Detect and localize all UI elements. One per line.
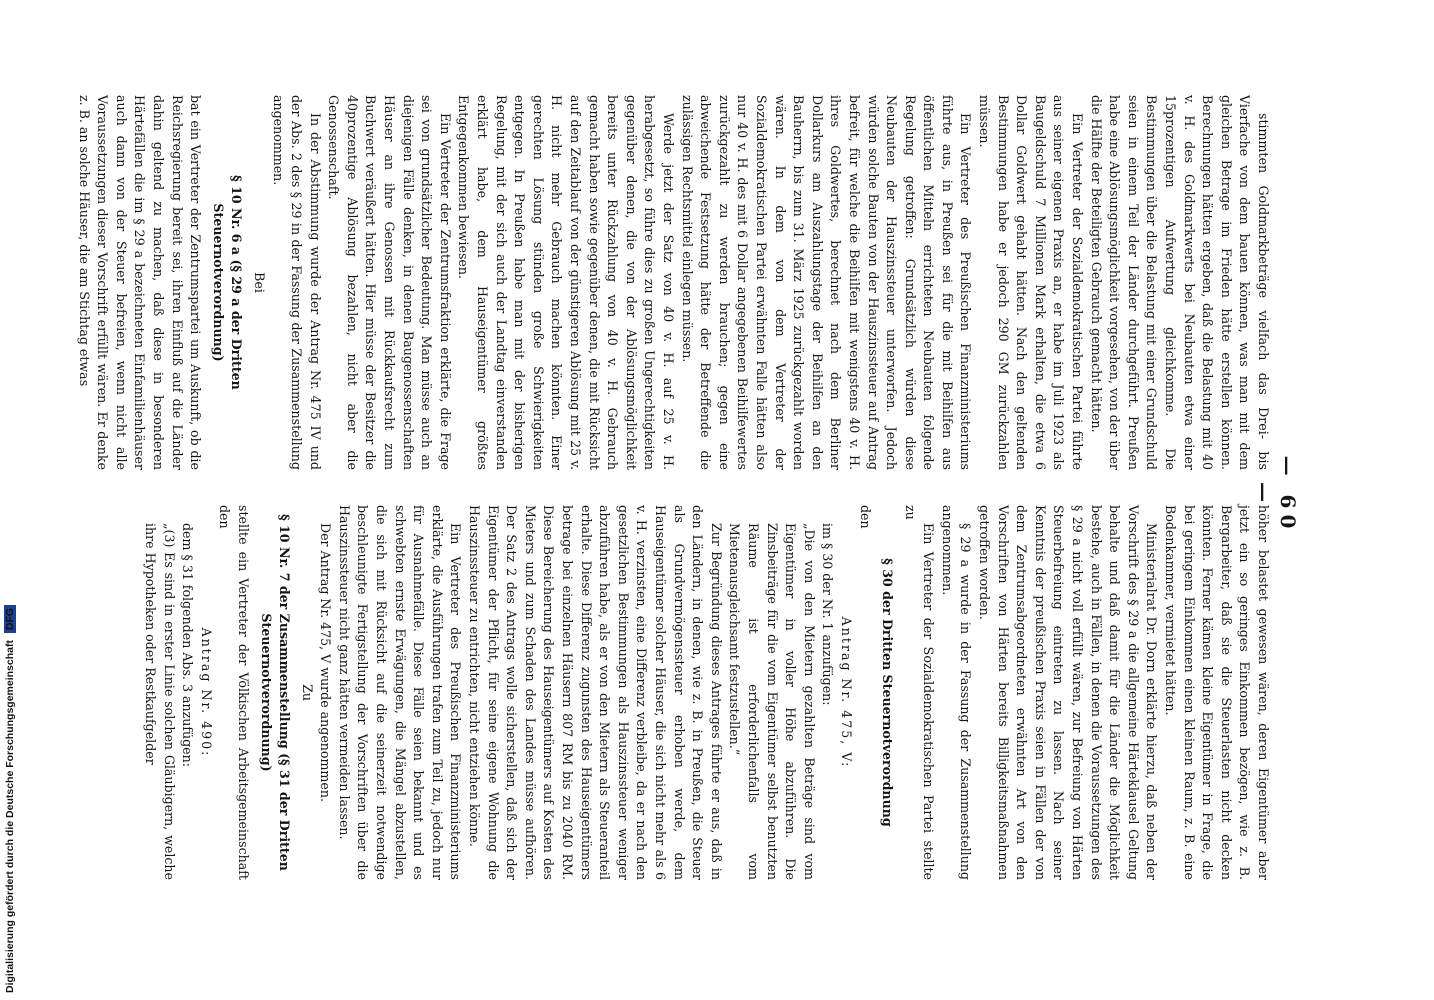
paragraph: Der Antrag Nr. 475, V wurde angenommen. [318, 523, 334, 802]
paragraph: dem § 31 folgenden Abs. 3 anzufügen: [180, 523, 196, 767]
page-number: — 60 — [1252, 455, 1300, 535]
paragraph: Zur Begründung dieses Antrages führte er aus, daß in den Ländern, in denen, wie z. B. in Preußen, die Steuer als Grundvermögenssteuer erhoben werde, dem Hauseigentümer solcher Häuser, die sich nicht mehr als 6 v. H. verzinsten, eine Differenz verbleibe, da er nach den gesetzlichen Bestimmungen als Hauszinssteuer weniger abzuführen habe, als er von den Mietern als Steueranteil erhalte. Diese Differenz zugunsten des Hauseigentümers betrage bei einzelnen Häusern 807 RM bis zu 2040 RM. Diese Bereicherung des Hauseigentümers auf Kosten des Mieters und zum Schaden des Landes müsse aufhören. Der Satz 2 des Antrags wolle sicherstellen, daß sich der Eigentümer der Pflicht, für seine eigene Wohnung die Hauszinssteuer zu entrichten, nicht entziehen könne. [467, 505, 724, 880]
paragraph: Ein Vertreter der Zentrumsfraktion erklärte, die Frage sei von grundsätzlicher Bedeutung. Man müsse auch an diejenigen Fälle denken, in denen Baugenossenschaften Häuser an ihre Genossen mit Rückkaufsrecht zum Buchwert veräußert hätten. Hier müsse der Besitzer die 40prozentige Ablösung bezahlen, nicht aber die Genossenschaft. [326, 95, 453, 470]
paragraph: den [857, 505, 873, 529]
motion-title: Antrag Nr. 475, V: [838, 616, 854, 769]
paragraph: stimmten Goldmarkbeträge vielfach das Drei- bis Vierfache von dem bauen können, was man mit dem gleichen Betrage im Frieden hätte erstellen können. Berechnungen hätten ergeben, daß die Belastung mit 40 v. H. des Goldmarkwerts bei Neubauten etwa einer 15prozentigen Aufwertung gleichkomme. Die Bestimmungen über die Belastung mit einer Grundschuld seien in einem Teil der Länder durchgeführt. Preußen habe eine Ablösungsmöglichkeit vorgesehen, von der über die Hälfte der Beteiligten Gebrauch gemacht hätten. [1088, 95, 1271, 470]
paragraph: höher belastet gewesen wären, deren Eigentümer aber jetzt ein so geringes Einkommen bezögen, wie z. B. Bergarbeiter, daß sie die Steuerlasten nicht decken könnten. Ferner kämen kleine Eigentümer in Frage, die bei geringem Einkommen einen kleinen Raum, z. B. eine Bodenkammer, vermietet hätten. [1163, 505, 1271, 880]
section-heading: § 10 Nr. 7 der Zusammenstellung (§ 31 der Dritten Steuernotverordnung) [258, 514, 293, 871]
section-heading: § 10 Nr. 6 a (§ 29 a der Dritten Steuernotverordnung) [210, 175, 245, 390]
paragraph: In der Abstimmung wurde der Antrag Nr. 475 IV und der Abs. 2 des § 29 in der Fassung der Zusammenstellung angenommen. [270, 95, 323, 470]
text-column-second [112, 505, 1272, 880]
footer-credit: Digitalisierung gefördert durch die Deutsche Forschungsgemeinschaft [4, 640, 16, 993]
paragraph: bat ein Vertreter der Zentrumspartei um Auskunft, ob die Reichsregierung bereit sei, ihren Einfluß auf die Länder dahin geltend zu machen, daß diese in besonderen Härtefällen die im § 29 a bezeichneten Einfamilienhäuser auch dann von der Steuer befreien, wenn nicht alle Voraussetzungen dieser Vorschrift erfüllt wären. Er denke z. B. an solche Häuser, die am Stichtag etwas [76, 95, 204, 470]
paragraph: Ein Vertreter der Sozialdemokratischen Partei stellte zu [902, 505, 937, 880]
digitization-footer [4, 598, 18, 993]
paragraph: stellte ein Vertreter der Völkischen Arbeitsgemeinschaft den [217, 505, 251, 880]
paragraph: Ein Vertreter des Preußischen Finanzministeriums führte aus, in Preußen sei für die mit Beihilfen aus öffentlichen Mitteln errichteten Neubauten folgende Regelung getroffen: Grundsätzlich würden diese Neubauten der Hauszinssteuer unterworfen. Jedoch würden solche Bauten von der Hauszinssteuer auf Antrag befreit, für welche die Beihilfen mit wenigstens 40 v. H. ihres Goldwertes, berechnet nach dem Berliner Dollarkurs am Auszahlungstage der Beihilfen an den Bauherrn, bis zum 31. März 1925 zurückgezahlt worden wären. In dem von dem Vertreter der Sozialdemokratischen Partei erwähnten Falle hätten also nur 40 v. H. des mit 6 Dollar angegebenen Beihilfewertes zurückgezahlt zu werden brauchen; gegen eine abweichende Festsetzung hätte der Betreffende die zulässigen Rechtsmittel einlegen müssen. [679, 95, 974, 470]
text-column-first [76, 95, 1272, 470]
dfg-logo: DFG [4, 605, 16, 633]
paragraph: § 29 a wurde in der Fassung der Zusammenstellung angenommen. [939, 505, 974, 880]
paragraph-label: Zu [299, 684, 315, 701]
quoted-amendment: „(3) Es sind in erster Linie solchen Gläubigern, welche ihre Hypotheken oder Restkaufgelder [142, 523, 177, 880]
paragraph: im § 30 der Nr. 1 anzufügen: [820, 523, 836, 706]
quoted-amendment: „Die von den Mietern gezahlten Beträge sind vom Eigentümer in voller Höhe abzuführen. Die Zinsbeiträge für die vom Eigentümer selbst benutzten Räume ist erforderlichenfalls vom Mietenausgleichsamt festzustellen.“ [727, 523, 817, 880]
paragraph: Ein Vertreter der Sozialdemokratischen Partei führte aus seiner eigenen Praxis an, er habe im Juli 1923 als Baugeldschuld 7 Millionen Mark erhalten, die etwa 6 Dollar Goldwert gehabt hätten. Nach den geltenden Bestimmungen habe er jedoch 290 GM zurückzahlen müssen. [977, 95, 1086, 470]
section-heading: § 30 der Dritten Steuernotverordnung [880, 558, 896, 827]
rotated-page-content [76, 95, 1302, 895]
paragraph: Ein Vertreter des Preußischen Finanzministeriums erklärte, die Ausführungen trafen zum Teil zu, jedoch nur für Ausnahmefälle. Diese Fälle seien bekannt und es schwebten ernste Erwägungen, die Mängel abzustellen, die sich mit Rücksicht auf die seinerzeit notwendige beschleunigte Fertigstellung der Vorschriften über die Hauszinssteuer nicht ganz hätten vermeiden lassen. [336, 505, 464, 880]
paragraph-label: Bei [251, 272, 267, 293]
paragraph: Ministerialrat Dr. Dorn erklärte hierzu, daß neben der Vorschrift des § 29 a die allgemeine Härteklausel Geltung behalte und daß damit für die Länder die Möglichkeit bestehe, auch in Fällen, in denen die Voraussetzungen des § 29 a nicht voll erfüllt wären, zur Befreiung von Härten Steuerbefreiung eintreten zu lassen. Nach seiner Kenntnis der preußischen Praxis seien in Fällen der von dem Zentrumsabgeordneten erwähnten Art von den Vorschriften von Härten bereits Billigkeitsmaßnahmen getroffen worden. [977, 505, 1160, 880]
paragraph: Werde jetzt der Satz von 40 v. H. auf 25 v. H. herabgesetzt, so führe dies zu großen Ungerechtigkeiten gegenüber denen, die von der Ablösungsmöglichkeit bereits unter Rückzahlung von 40 v. H. Gebrauch gemacht haben sowie gegenüber denen, die mit Rücksicht auf den Zeitablauf von der günstigeren Ablösung mit 25 v. H. nicht mehr Gebrauch machen könnten. Einer gerechten Lösung stünden große Schwierigkeiten entgegen. In Preußen habe man mit der bisherigen Regelung, mit der sich auch der Landtag einverstanden erklärt habe, dem Hauseigentümer größtes Entgegenkommen bewiesen. [456, 95, 676, 470]
motion-title: Antrag Nr. 490: [198, 627, 214, 758]
